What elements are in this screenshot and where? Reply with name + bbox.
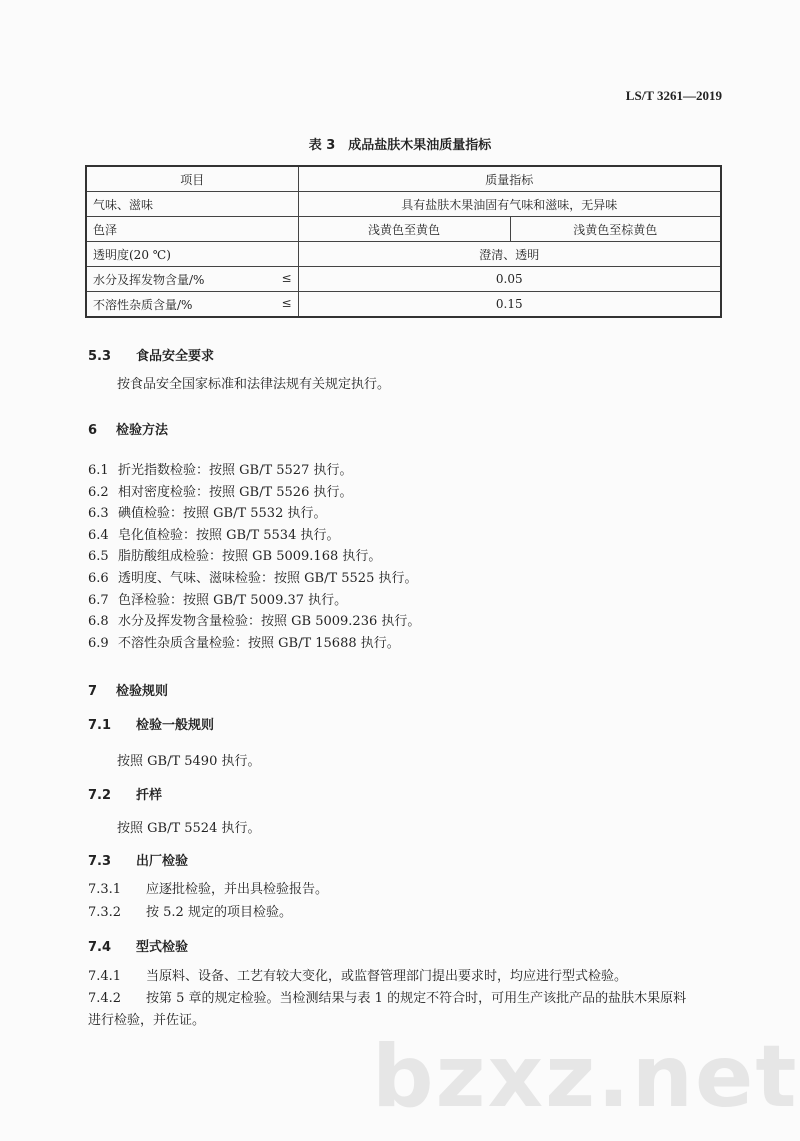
- section-title: 检验一般规则: [136, 718, 215, 733]
- section-number: 6: [88, 423, 98, 438]
- quality-table: [85, 165, 722, 318]
- item-cell: 气味、滋味: [86, 192, 298, 217]
- operator: ≤: [281, 295, 292, 310]
- clause-continuation: 进行检验，并佐证。: [88, 1013, 206, 1028]
- clause: [88, 589, 347, 608]
- section-heading: [88, 680, 168, 699]
- clause: [88, 987, 686, 1006]
- clause-text: 当原料、设备、工艺有较大变化，或监督管理部门提出要求时，均应进行型式检验。: [146, 969, 628, 984]
- header-cell: 项目: [86, 166, 298, 192]
- clause-text: 相对密度检验：按照 GB/T 5526 执行。: [118, 484, 353, 500]
- section-heading: [88, 784, 162, 803]
- clause-text: 色泽检验：按照 GB/T 5009.37 执行。: [118, 592, 348, 608]
- operator: ≤: [281, 270, 292, 285]
- table-row: [86, 242, 721, 267]
- header-cell: 质量指标: [298, 166, 721, 192]
- value-cell: 澄清、透明: [298, 242, 721, 267]
- item-cell: [86, 292, 298, 318]
- value-cell: 浅黄色至黄色: [298, 217, 510, 242]
- clause: [88, 610, 420, 629]
- clause-text: 透明度、气味、滋味检验：按照 GB/T 5525 执行。: [118, 571, 418, 586]
- section-title: 型式检验: [136, 940, 189, 955]
- clause-number: 6.6: [88, 571, 109, 586]
- section-title: 检验方法: [116, 423, 169, 438]
- clause: [88, 524, 339, 543]
- item-label: 水分及挥发物含量/%: [93, 272, 205, 287]
- clause: [88, 965, 627, 984]
- table-row: [86, 217, 721, 242]
- clause: [88, 545, 381, 564]
- clause-text: 脂肪酸组成检验：按照 GB 5009.168 执行。: [118, 549, 382, 565]
- paragraph: 按照 GB/T 5490 执行。: [117, 754, 261, 769]
- clause-number: 6.2: [88, 484, 109, 500]
- paragraph: 按照 GB/T 5524 执行。: [117, 821, 261, 836]
- section-title: 扦样: [136, 788, 163, 803]
- item-label: 不溶性杂质含量/%: [93, 297, 193, 312]
- clause-text: 皂化值检验：按照 GB/T 5534 执行。: [118, 527, 340, 543]
- table-title: 表 3 成品盐肤木果油质量指标: [308, 138, 492, 153]
- standard-number: LS/T 3261—2019: [625, 88, 722, 103]
- section-heading: [88, 714, 214, 733]
- section-number: 7.4: [88, 940, 112, 955]
- table-row: [86, 292, 721, 318]
- clause-number: 6.1: [88, 463, 109, 478]
- section-title: 出厂检验: [136, 854, 189, 869]
- clause-text: 水分及挥发物含量检验：按照 GB 5009.236 执行。: [118, 614, 421, 630]
- clause-number: 6.8: [88, 614, 109, 630]
- value-cell: 0.05: [298, 267, 721, 292]
- clause-number: 7.4.2: [88, 991, 122, 1006]
- clause-number: 6.4: [88, 527, 109, 543]
- clause-number: 7.3.1: [88, 882, 122, 897]
- clause-text: 折光指数检验：按照 GB/T 5527 执行。: [118, 463, 353, 478]
- paragraph: 按食品安全国家标准和法律法规有关规定执行。: [117, 377, 391, 392]
- clause-text: 按 5.2 规定的项目检验。: [146, 905, 292, 920]
- section-number: 5.3: [88, 349, 112, 364]
- clause-number: 6.5: [88, 549, 109, 565]
- clause: [88, 459, 352, 478]
- section-heading: [88, 419, 168, 438]
- item-cell: 透明度(20 ℃): [86, 242, 298, 267]
- clause-number: 6.7: [88, 592, 109, 608]
- clause-number: 6.9: [88, 635, 109, 651]
- item-cell: 色泽: [86, 217, 298, 242]
- section-heading: [88, 936, 188, 955]
- item-cell: [86, 267, 298, 292]
- value-cell: 浅黄色至棕黄色: [510, 217, 721, 242]
- watermark: bzxz.net: [372, 1027, 799, 1127]
- section-number: 7.2: [88, 788, 112, 803]
- section-title: 食品安全要求: [136, 349, 215, 364]
- section-heading: [88, 850, 188, 869]
- section-number: 7.1: [88, 718, 112, 733]
- clause-number: 6.3: [88, 506, 109, 522]
- clause-text: 应逐批检验，并出具检验报告。: [146, 882, 329, 897]
- table-row: [86, 192, 721, 217]
- clause: [88, 502, 326, 521]
- clause: [88, 567, 417, 586]
- value-cell: 具有盐肤木果油固有气味和滋味，无异味: [298, 192, 721, 217]
- table-row: [86, 267, 721, 292]
- clause-text: 不溶性杂质含量检验：按照 GB/T 15688 执行。: [118, 635, 400, 651]
- clause-text: 按第 5 章的规定检验。当检测结果与表 1 的规定不符合时，可用生产该批产品的盐肤木果原料: [146, 991, 687, 1006]
- clause: [88, 481, 352, 500]
- section-number: 7.3: [88, 854, 112, 869]
- clause-text: 碘值检验：按照 GB/T 5532 执行。: [118, 506, 327, 522]
- section-number: 7: [88, 684, 98, 699]
- value-cell: 0.15: [298, 292, 721, 318]
- table-header-row: [86, 166, 721, 192]
- clause: [88, 632, 400, 651]
- section-heading: [88, 345, 214, 364]
- clause: [88, 878, 328, 897]
- section-title: 检验规则: [116, 684, 169, 699]
- clause-number: 7.4.1: [88, 969, 122, 984]
- clause: [88, 901, 292, 920]
- clause-number: 7.3.2: [88, 905, 122, 920]
